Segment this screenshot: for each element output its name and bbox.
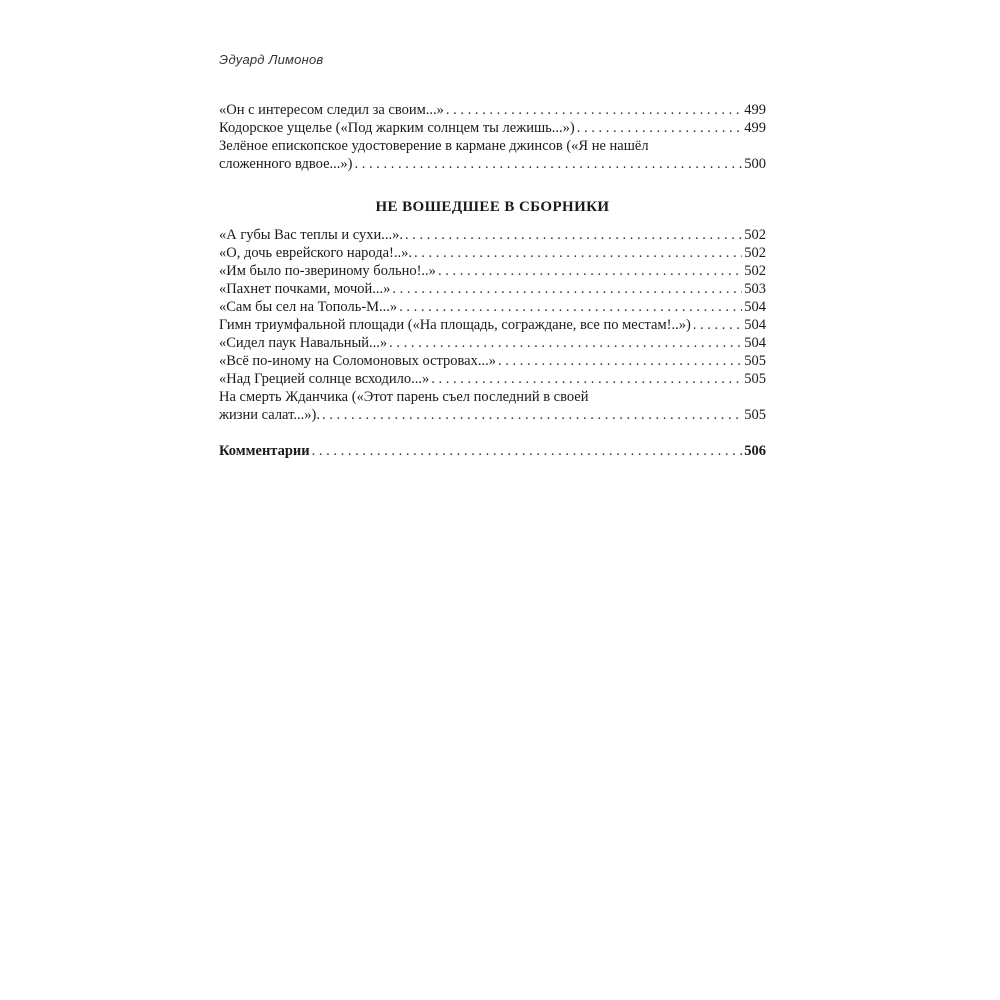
toc-entry-title: «Им было по-звериному больно!..» bbox=[219, 263, 436, 279]
toc-entry-page: 499 bbox=[744, 102, 766, 118]
toc-entry-page: 504 bbox=[744, 317, 766, 333]
toc-entry-multiline[interactable] bbox=[219, 388, 766, 424]
toc-block-2 bbox=[219, 226, 766, 424]
toc-leader-dots bbox=[312, 442, 743, 460]
toc-entry-title: «Над Грецией солнце всходило...» bbox=[219, 371, 430, 387]
toc-entry[interactable] bbox=[219, 280, 766, 298]
toc-entry-multiline[interactable] bbox=[219, 137, 766, 173]
toc-leader-dots bbox=[392, 280, 742, 298]
toc-entry-page: 502 bbox=[744, 227, 766, 243]
toc-leader-dots bbox=[438, 262, 742, 280]
toc-entry-comments[interactable] bbox=[219, 442, 766, 460]
toc-entry-page: 499 bbox=[744, 120, 766, 136]
toc-leader-dots bbox=[414, 244, 742, 262]
toc-entry-title: жизни салат...»). bbox=[219, 407, 320, 423]
toc-entry[interactable] bbox=[219, 101, 766, 119]
toc-entry-title: «Он с интересом следил за своим...» bbox=[219, 102, 444, 118]
toc-entry-title: «А губы Вас теплы и сухи...». bbox=[219, 227, 404, 243]
toc-entry-title: «Сам бы сел на Тополь-М...» bbox=[219, 299, 398, 315]
running-head: Эдуард Лимонов bbox=[219, 52, 324, 67]
toc-entry-title: «Пахнет почками, мочой...» bbox=[219, 281, 391, 297]
toc-entry-page: 502 bbox=[744, 263, 766, 279]
toc-entry[interactable] bbox=[219, 119, 766, 137]
toc-leader-dots bbox=[399, 298, 742, 316]
toc-block-3 bbox=[219, 442, 766, 460]
toc-leader-dots bbox=[405, 226, 742, 244]
toc-leader-dots bbox=[322, 406, 742, 424]
toc-entry-title: «О, дочь еврейского народа!..». bbox=[219, 245, 412, 261]
toc-leader-dots bbox=[446, 101, 742, 119]
toc-entry-page: 504 bbox=[744, 299, 766, 315]
toc-entry-page: 506 bbox=[744, 443, 766, 459]
toc-leader-dots bbox=[498, 352, 742, 370]
toc-entry-title: Гимн триумфальной площади («На площадь, сограждане, все по местам!..») bbox=[219, 317, 691, 333]
toc-entry[interactable] bbox=[219, 352, 766, 370]
toc-entry-page: 505 bbox=[744, 371, 766, 387]
toc-entry[interactable] bbox=[219, 262, 766, 280]
toc-entry-title-line1: На смерть Жданчика («Этот парень съел последний в своей bbox=[219, 389, 589, 405]
toc-entry-page: 505 bbox=[744, 407, 766, 423]
toc-entry-title: Кодорское ущелье («Под жарким солнцем ты лежишь...») bbox=[219, 120, 575, 136]
toc-entry[interactable] bbox=[219, 370, 766, 388]
toc-entry-page: 505 bbox=[744, 353, 766, 369]
toc-entry[interactable] bbox=[219, 334, 766, 352]
section-heading: НЕ ВОШЕДШЕЕ В СБОРНИКИ bbox=[375, 199, 610, 215]
toc-leader-dots bbox=[354, 155, 742, 173]
toc-entry-title: «Всё по-иному на Соломоновых островах...» bbox=[219, 353, 496, 369]
toc-leader-dots bbox=[389, 334, 742, 352]
toc-entry-title-line1: Зелёное епископское удостоверение в кармане джинсов («Я не нашёл bbox=[219, 138, 649, 154]
toc-entry[interactable] bbox=[219, 316, 766, 334]
toc-entry-page: 500 bbox=[744, 156, 766, 172]
toc-block-1 bbox=[219, 101, 766, 173]
toc-entry-page: 504 bbox=[744, 335, 766, 351]
toc-entry[interactable] bbox=[219, 298, 766, 316]
toc-leader-dots bbox=[431, 370, 742, 388]
toc-entry-title: «Сидел паук Навальный...» bbox=[219, 335, 388, 351]
toc-entry[interactable] bbox=[219, 226, 766, 244]
toc-entry[interactable] bbox=[219, 244, 766, 262]
toc-entry-page: 503 bbox=[744, 281, 766, 297]
toc-entry-title: Комментарии bbox=[219, 443, 310, 459]
toc-leader-dots bbox=[577, 119, 743, 137]
toc-entry-title: сложенного вдвое...») bbox=[219, 156, 353, 172]
toc-entry-page: 502 bbox=[744, 245, 766, 261]
toc-leader-dots bbox=[693, 316, 742, 334]
